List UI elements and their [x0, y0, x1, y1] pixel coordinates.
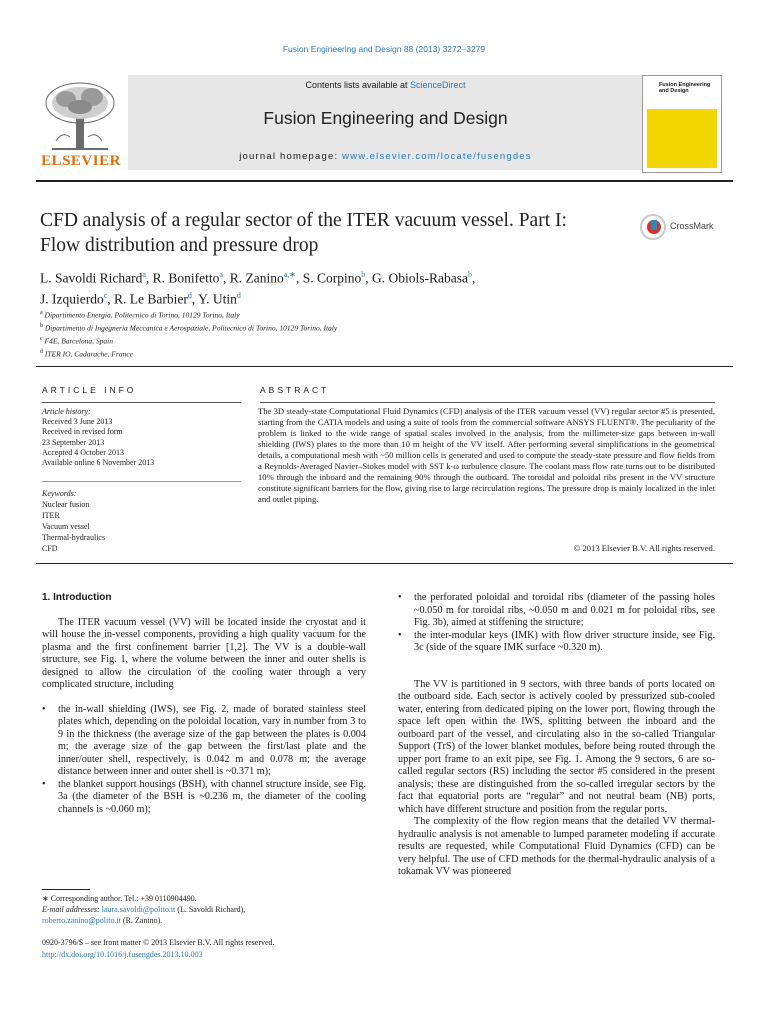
email-owner: (R. Zanino). [120, 916, 163, 925]
history-item: Accepted 4 October 2013 [42, 447, 124, 457]
journal-masthead [36, 75, 733, 173]
homepage-prefix: journal homepage: [239, 151, 343, 162]
homepage-link[interactable]: www.elsevier.com/locate/fusengdes [342, 151, 532, 162]
corresponding-author-footnote [42, 893, 362, 926]
paragraph: The ITER vacuum vessel (VV) will be located inside the cryostat and it will house the in-vessel components, providing a high quality vacuum for the plasma and the first confinement barrier [1,2]. The VV is a double-wall structure, see Fig. 1, where the volume between the inner and outer shells is designed to allow the circulation of the cooling water through a very complicated structure, including [42, 616, 366, 690]
elsevier-tree-icon [42, 81, 120, 151]
keyword: Thermal-hydraulics [42, 533, 106, 542]
journal-homepage [128, 151, 643, 162]
affiliation-list [40, 308, 680, 360]
paragraph: The complexity of the flow region means that the detailed VV thermal-hydraulic analysis is not amenable to lumped parameter modeling if accurate results are requested, while Computational Fluid Dynamics (CFD) can be very helpful. The use of CFD methods for the thermal-hydraulic analysis of a tokamak VV was pioneered [398, 816, 715, 877]
author-affiliation-mark[interactable]: b [361, 270, 366, 279]
author-name[interactable]: L. Savoldi Richard [40, 270, 143, 286]
contents-prefix: Contents lists available at [305, 80, 411, 90]
article-info-heading: ARTICLE INFO [42, 385, 137, 395]
section-title: 1. Introduction [42, 592, 112, 603]
list-item: • the perforated poloidal and toroidal ribs (diameter of the passing holes ~0.050 m for toroidal ribs, ~0.050 m and 0.021 m for poloidal ribs, see Fig. 3b), aimed at stiffening the structure; [398, 592, 715, 630]
history-item: Received 3 June 2013 [42, 417, 113, 427]
journal-reference[interactable]: Fusion Engineering and Design 88 (2013) 3272–3279 [282, 44, 486, 54]
email-link[interactable]: roberto.zanino@polito.it [42, 916, 121, 925]
sciencedirect-link[interactable]: ScienceDirect [410, 80, 466, 90]
list-item: • the blanket support housings (BSH), with channel structure inside, see Fig. 3a (the diameter of the BSH is ~0.236 m, the diameter of the cooling channels is ~0.060 m); [42, 779, 366, 817]
author-affiliation-mark[interactable]: a,∗ [283, 270, 296, 279]
journal-cover-thumbnail[interactable] [642, 75, 722, 173]
author-name[interactable]: J. Izquierdo [40, 291, 104, 306]
author-separator: , [365, 270, 373, 286]
author-separator: , [222, 270, 230, 286]
author-list [40, 266, 680, 307]
abstract-text: The 3D steady-state Computational Fluid Dynamics (CFD) analysis of the ITER vacuum vessel (VV) regular sector #5 is presented, starting from the CATIA models and using a suite of tools from the commercial software ANSYS FLUENT®. The peculiarity of the problem is linked to the wide range of spatial scales involved in the analysis, from the millimeter-size gaps between in-wall shielding (IWS) plates to the more than 10 m height of the VV itself. After performing several simplifications in the geometrical details, a computational mesh with ~50 million cells is generated and used to compute the steady-state pressure and flow fields from a Reynolds-Averaged Navier–Stokes model with SST k-ω turbulence closure. The coolant mass flow rate turns out to be distributed 10% through the inboard and the remaining 90% through the outboard. The toroidal and poloidal ribs present in the VV structure constitute significant barriers for the flow, giving rise to large recirculation regions. The pressure drop is mainly localized in the inlet and outlet piping. [258, 406, 715, 504]
author-name[interactable]: S. Corpino [302, 270, 362, 286]
elsevier-logo[interactable] [36, 75, 136, 173]
author-separator: , [145, 270, 153, 286]
keyword: CFD [42, 544, 58, 553]
author-affiliation-mark[interactable]: a [219, 270, 223, 279]
author-name[interactable]: R. Bonifetto [152, 270, 220, 286]
author-affiliation-mark[interactable]: c [103, 290, 108, 300]
bullet-list [398, 592, 715, 655]
body-column-left [42, 592, 366, 816]
history-item: Available online 6 November 2013 [42, 458, 155, 468]
author-name[interactable]: R. Le Barbier [114, 291, 188, 306]
cover-image [647, 109, 717, 168]
abstract-copyright: © 2013 Elsevier B.V. All rights reserved. [573, 543, 715, 553]
bullet-list [42, 704, 366, 817]
keyword: ITER [42, 511, 60, 520]
keyword: Vacuum vessel [42, 522, 90, 531]
affiliation: $^b$ Dipartimento di Ingegneria Meccanica e Aerospaziale, Politecnico di Torino, 10129 Torino, Italy [40, 323, 338, 333]
cover-title [659, 82, 710, 94]
article-title [40, 208, 620, 258]
keyword-list [42, 488, 241, 554]
email-link[interactable]: laura.savoldi@polito.it [101, 905, 176, 914]
title-line-1: CFD analysis of a regular sector of the ITER vacuum vessel. Part I: [40, 210, 567, 231]
history-label: Article history: [42, 407, 91, 416]
doi-link[interactable]: http://dx.doi.org/10.1016/j.fusengdes.2013.10.003 [42, 949, 203, 959]
author-affiliation-mark[interactable]: d [187, 290, 192, 300]
affiliation: $^a$ Dipartimento Energia, Politecnico di Torino, 10129 Torino, Italy [40, 310, 240, 320]
author-separator: , [296, 270, 303, 286]
issn-line: 0920-3796/$ – see front matter © 2013 Elsevier B.V. All rights reserved. [42, 938, 275, 947]
cover-header [643, 76, 721, 108]
history-item: Received in revised form [42, 427, 123, 437]
author-affiliation-mark[interactable]: b [468, 270, 472, 279]
abstract-rule [260, 402, 715, 403]
list-item: • the in-wall shielding (IWS), see Fig. 2, made of borated stainless steel plates which, depending on the poloidal location, vary in number from 3 to 9 in the thickness (the average size of the gap between the plates is 0.004 m; the average size of the gap between the first/last plate and the inner/outer shell, respectively, is 0.042 m and 0.078 m; the average distance between inner and outer shell is ~0.371 m); [42, 704, 366, 779]
front-matter-rule [36, 563, 733, 564]
publisher-wordmark: ELSEVIER [41, 153, 121, 169]
article-history [42, 407, 241, 468]
section-rule [36, 366, 733, 367]
title-line-2: Flow distribution and pressure drop [40, 235, 319, 256]
paragraph: The VV is partitioned in 9 sectors, with three bands of ports located on the outboard side. Each sector is actively cooled by pressurized sub-cooled water, entering from dedicated piping on the lower port, flowing through the space left open within the IWS, splitting between the inboard and the outboard part of the vessel, and circulating also in the so-called Triangular Support (TrS) of the lower blanket modules, before being routed through the upper port frame to an exit pipe, see Fig. 1. Among the 9 sectors, 6 are so-called regular sectors (RS) including the sector #5 considered in the present analysis; these are distinguished from the so-called irregular sectors by the fact that equatorial ports are “regular” and not neutral beam (NB) ports, which have different structure and position from the regular ports. [398, 678, 715, 815]
keywords-label: Keywords: [42, 489, 77, 498]
affiliation: $^c$ F4E, Barcelona, Spain [40, 336, 114, 346]
contents-line [128, 80, 643, 90]
cover-title-line1: Fusion Engineering [659, 82, 711, 88]
author-affiliation-mark[interactable]: d [236, 290, 241, 300]
keywords-rule [42, 481, 241, 482]
bottom-info [42, 937, 362, 960]
author-affiliation-mark[interactable]: a [142, 270, 146, 279]
email-addresses [42, 904, 362, 926]
article-info-rule [42, 402, 241, 403]
author-name[interactable]: G. Obiols-Rabasa [372, 270, 468, 286]
cover-title-line2: and Design [659, 88, 689, 94]
header-rule [36, 180, 733, 182]
history-item: 23 September 2013 [42, 437, 105, 447]
author-name[interactable]: R. Zanino [229, 270, 284, 286]
author-separator: , [191, 291, 199, 306]
author-separator: , [107, 291, 115, 306]
author-separator: , [472, 270, 476, 286]
author-name[interactable]: Y. Utin [198, 291, 237, 306]
corresponding-author: ∗ Corresponding author. Tel.: +39 0110904490. [42, 894, 197, 903]
footnote-rule [42, 889, 90, 890]
journal-banner [128, 75, 643, 170]
abstract-heading: ABSTRACT [260, 385, 330, 395]
affiliation: $^d$ ITER IO, Cadarache, France [40, 349, 133, 359]
crossmark-button[interactable] [640, 214, 740, 242]
keyword: Nuclear fusion [42, 500, 90, 509]
email-label: E-mail addresses: [42, 905, 102, 914]
crossmark-icon [640, 214, 666, 240]
journal-name: Fusion Engineering and Design [263, 108, 508, 128]
crossmark-label: CrossMark [670, 221, 714, 231]
body-column-right [398, 592, 715, 879]
list-item: • the inter-modular keys (IMK) with flow driver structure inside, see Fig. 3c (side of the square IMK surface ~0.320 m). [398, 630, 715, 655]
email-owner: (L. Savoldi Richard), [175, 905, 246, 914]
